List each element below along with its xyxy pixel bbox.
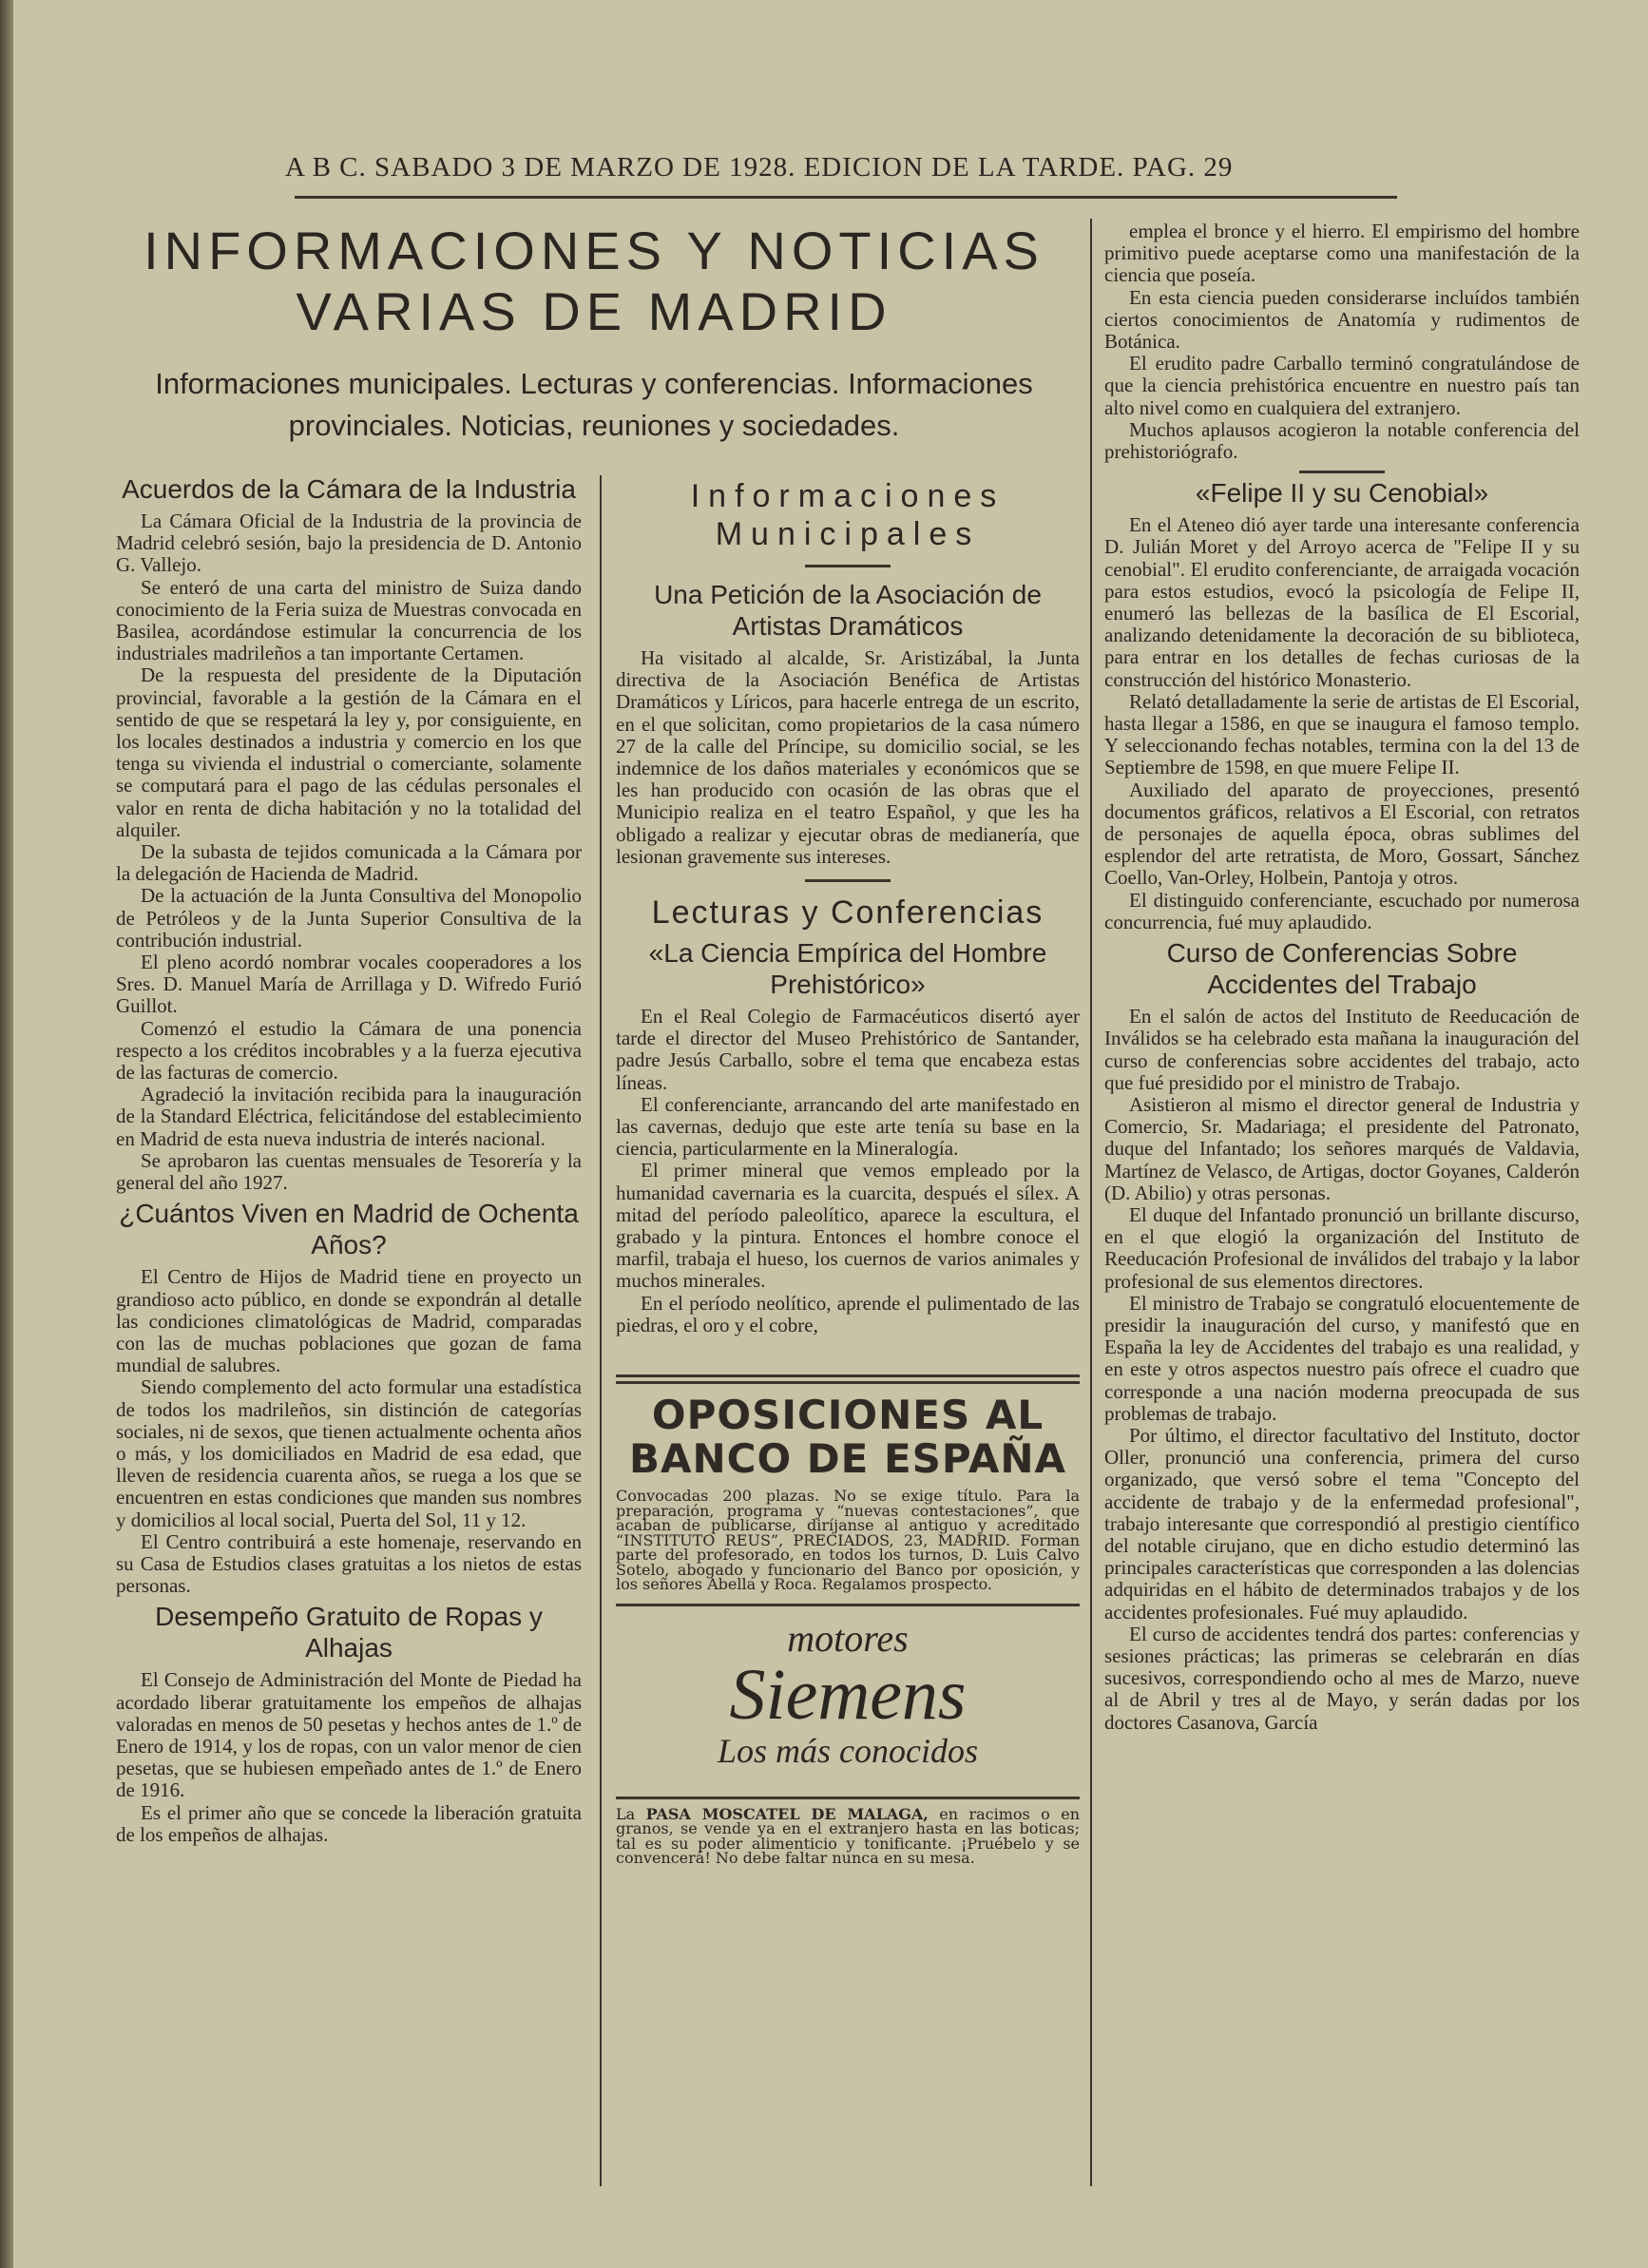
column-1 <box>116 470 582 1846</box>
paragraph: De la subasta de tejidos comunicada a la Cámara por la delegación de Hacienda de Madrid. <box>116 840 582 886</box>
page-edge <box>0 0 13 2268</box>
paragraph: El distinguido conferenciante, escuchado por numerosa concurrencia, fué muy aplaudido. <box>1104 888 1580 933</box>
ad-siemens <box>616 1604 1080 1789</box>
page-title <box>105 221 1083 342</box>
paragraph: Relató detalladamente la serie de artistas de El Escorial, hasta llegar a 1586, en que se inaugura el famoso templo. Y seleccionando fechas notables, termina con la del 13 de Septiembre de 1598, en que muere Felipe II. <box>1104 689 1580 779</box>
article-body <box>116 1266 582 1597</box>
ad-pasa-moscatel <box>616 1797 1080 1866</box>
article-heading: «Felipe II y su Cenobial» <box>1195 478 1489 509</box>
ad-product: PASA MOSCATEL DE MALAGA, <box>645 1804 929 1823</box>
column-divider <box>600 475 602 2186</box>
article-body <box>1104 221 1580 463</box>
title-line-2: VARIAS DE MADRID <box>296 281 892 341</box>
article-felipe-ii <box>1104 477 1580 933</box>
paragraph: En el salón de actos del Instituto de Reeducación de Inválidos se ha celebrado esta mañana la inauguración del curso de conferencias sobre accidentes del trabajo, acto que fué presidido por el ministro de Trabajo. <box>1104 1005 1580 1094</box>
paragraph: Asistieron al mismo el director general de Industria y Comercio, Sr. Madariaga; el presidente del Patronato, duque del Infantado; los señores marqués de Valdavia, Martínez de Velasco, de Artigas, doctor Goyanes, Calderón (D. Abilio) y otras personas. <box>1104 1092 1580 1204</box>
header-rule <box>295 196 1397 199</box>
ad-banco-espana <box>616 1374 1080 1592</box>
article-body <box>616 647 1080 868</box>
article-peticion-artistas <box>616 579 1080 868</box>
article-body <box>116 1669 582 1846</box>
ornament-rule <box>805 879 891 882</box>
paragraph: Se enteró de una carta del ministro de Suiza dando conocimiento de la Feria suiza de Muestras convocada en Basilea, acordándose estimular la concurrencia de los industriales madrileños a tan importante Certamen. <box>116 575 582 665</box>
ornament-rule <box>1299 471 1385 473</box>
article-heading: Acuerdos de la Cámara de la Industria <box>122 474 576 504</box>
ad-siemens-tagline: Los más conocidos <box>717 1731 978 1770</box>
paragraph: Se aprobaron las cuentas mensuales de Tesorería y la general del año 1927. <box>116 1148 582 1195</box>
column-3 <box>1104 221 1580 1734</box>
article-acuerdos-camara <box>116 473 582 1194</box>
paragraph: El curso de accidentes tendrá dos partes: conferencias y sesiones prácticas; las primeras se celebrarán en días sucesivos, correspondiendo ocho al mes de Marzo, nueve al de Abril y tres al de Mayo, y serán dadas por los doctores Casanova, García <box>1104 1622 1580 1734</box>
paragraph: Ha visitado al alcalde, Sr. Aristizábal, la Junta directiva de la Asociación Benéfica de Artistas Dramáticos y Líricos, para hacerle entrega de un escrito, en el que solicitan, como propietarios de la casa número 27 de la calle del Príncipe, su domicilio social, se les indemnice de los daños materiales y económicos que se les han producido con ocasión de las obras que el Municipio realiza en el teatro Español, y que les ha obligado a realizar y ejecutar obras de medianería, que lesionan gravemente sus intereses. <box>616 646 1080 868</box>
paragraph: En el Real Colegio de Farmacéuticos disertó ayer tarde el director del Museo Prehistórico de Santander, padre Jesús Carballo, sobre el tema que encabeza estas líneas. <box>616 1005 1080 1094</box>
paragraph: Agradeció la invitación recibida para la inauguración de la Standard Eléctrica, felicitándose del establecimiento en Madrid de esta nueva industria de interés nacional. <box>116 1083 582 1150</box>
title-line-1: INFORMACIONES Y NOTICIAS <box>144 221 1044 280</box>
ad-lead: La <box>616 1804 636 1823</box>
ornament-rule <box>805 565 891 567</box>
section-heading-municipales: Informaciones Municipales <box>690 478 1006 552</box>
article-ciencia-empirica <box>616 937 1080 1336</box>
article-heading: Curso de Conferencias Sobre Accidentes del Trabajo <box>1166 938 1518 1000</box>
paragraph: El ministro de Trabajo se congratuló elocuentemente de presidir la inauguración del curso, y manifestó que en España la ley de Accidentes del trabajo es una realidad, y en este y otros aspectos nuestro país ofrece el cuadro que corresponde a una nación moderna preocupada de sus problemas de trabajo. <box>1104 1291 1580 1425</box>
article-octogenarios <box>116 1198 582 1597</box>
article-heading: Desempeño Gratuito de Ropas y Alhajas <box>155 1602 543 1663</box>
section-heading-lecturas: Lecturas y Conferencias <box>651 894 1044 932</box>
article-accidentes-trabajo <box>1104 937 1580 1734</box>
paragraph: El Consejo de Administración del Monte de Piedad ha acordado liberar gratuitamente los empeños de alhajas valoradas en menos de 50 pesetas y hechos antes de 1.º de Enero de 1914, y los de ropas, con un valor menor de cien pesetas, que se hubiesen empeñado antes de 1.º de Enero de 1916. <box>116 1668 582 1802</box>
paragraph: El conferenciante, arrancando del arte manifestado en las cavernas, dedujo que este arte tenía su base en la ciencia, particularmente en la Mineralogía. <box>616 1092 1080 1161</box>
article-body <box>1104 1006 1580 1734</box>
paragraph: Siendo complemento del acto formular una estadística de todos los madrileños, sin distinción de categorías sociales, ni de sexos, que tienen actualmente ochenta años o más, y los domiciliados en Madrid de esa edad, que lleven de residencia cuarenta años, se ruega a los que se encuentren en estas condiciones que manden sus nombres y domicilios al local social, Puerta del Sol, 11 y 12. <box>116 1375 582 1531</box>
article-ciencia-continuation <box>1104 221 1580 463</box>
paragraph: El duque del Infantado pronunció un brillante discurso, en el que elogió la organización del Instituto de Reeducación Profesional de inválidos del trabajo y la labor profesional de sus elementos directores. <box>1104 1202 1580 1293</box>
paragraph: La Cámara Oficial de la Industria de la provincia de Madrid celebró sesión, bajo la presidencia de D. Antonio G. Vallejo. <box>116 509 582 577</box>
paragraph: Auxiliado del aparato de proyecciones, presentó documentos gráficos, relativos a El Escorial, con retratos de personajes de aquella época, obras sublimes del esplendor del arte retratista, de Moro, Gossart, Sánchez Coello, Van-Orley, Holbein, Pantoja y otros. <box>1104 778 1580 890</box>
paragraph: Muchos aplausos acogieron la notable conferencia del prehistoriógrafo. <box>1104 417 1580 464</box>
paragraph: De la respuesta del presidente de la Diputación provincial, favorable a la gestión de la Cámara en el sentido de que se respetará la ley y, por consiguiente, en los locales destinados a industria y comercio en los que tenga su vivienda el industrial o comerciante, solamente se computará para el pago de las cédulas personales el valor en renta de dicha habitación y no la totalidad del alquiler. <box>116 663 582 841</box>
article-body <box>616 1006 1080 1336</box>
paragraph: El Centro de Hijos de Madrid tiene en proyecto un grandioso acto público, en donde se expondrán al detalle las condiciones climatológicas de Madrid, comparadas con las de muchas poblaciones que gozan de fama mundial de salubres. <box>116 1265 582 1377</box>
paragraph: Por último, el director facultativo del Instituto, doctor Oller, pronunció una conferencia, primera del curso organizado, que versó sobre el tema "Concepto del accidente de trabajo y de la enfermedad profesional", trabajo interesante que correspondió al prestigio científico del notable cirujano, que en dicho estudio determinó las principales características que corresponden a las dolencias adquiridas en el hábito de determinados trabajos y de los accidentes profesionales. Fué muy aplaudido. <box>1104 1423 1580 1624</box>
column-2 <box>616 470 1080 1866</box>
ad-text: Convocadas 200 plazas. No se exige título. Para la preparación, programa y “nuevas contestaciones”, que acaban de publicarse, diríjanse al antiguo y acreditado “INSTITUTO REUS”, PRECIADOS, 23, MADRID. Forman parte del profesorado, en todos los turnos, D. Luis Calvo Sotelo, abogado y funcionario del Banco por oposición, y los señores Abella y Roca. Regalamos prospecto. <box>616 1487 1080 1594</box>
page-header: A B C. SABADO 3 DE MARZO DE 1928. EDICION DE LA TARDE. PAG. 29 <box>285 152 1234 183</box>
ad-siemens-logo: Siemens <box>729 1654 967 1735</box>
article-body <box>1104 514 1580 933</box>
paragraph: El Centro contribuirá a este homenaje, reservando en su Casa de Estudios clases gratuitas a los nietos de estas personas. <box>116 1529 582 1598</box>
paragraph: De la actuación de la Junta Consultiva del Monopolio de Petróleos y de la Junta Superior Consultiva de la contribución industrial. <box>116 884 582 951</box>
paragraph: Es el primer año que se concede la liberación gratuita de los empeños de alhajas. <box>116 1800 582 1846</box>
paragraph: En el Ateneo dió ayer tarde una interesante conferencia D. Julián Moret y del Arroyo acerca de "Felipe II y su cenobial". El erudito conferenciante, de arraigada vocación para estos estudios, evocó la psicología de Felipe II, enumeró las bellezas de la basílica de El Escorial, analizando detenidamente la decoración de su biblioteca, para entrar en los detalles de fechas curiosas de la construcción del histórico Monasterio. <box>1104 513 1580 691</box>
paragraph: En el período neolítico, aprende el pulimentado de las piedras, el oro y el cobre, <box>616 1291 1080 1336</box>
article-desempeno <box>116 1601 582 1846</box>
paragraph: El primer mineral que vemos empleado por la humanidad cavernaria es la cuarcita, después el sílex. A mitad del período paleolítico, aparece la escultura, el grabado y la pintura. Entonces el hombre conoce el marfil, trabaja el hueso, los cuernos de varios animales y muchos minerales. <box>616 1159 1080 1293</box>
ad-siemens-motores: motores <box>787 1616 909 1660</box>
paragraph: En esta ciencia pueden considerarse incluídos también ciertos conocimientos de Anatomía y rudimentos de Botánica. <box>1104 285 1580 354</box>
ad-title: OPOSICIONES AL BANCO DE ESPAÑA <box>628 1392 1067 1483</box>
paragraph: Comenzó el estudio la Cámara de una ponencia respecto a los créditos incobrables y a la fuerza ejecutiva de las facturas de comercio. <box>116 1016 582 1085</box>
ad-text: en racimos o en granos, se vende ya en el extranjero hasta en las boticas; tal es su poder alimenticio y tonificante. ¡Pruébelo y se convencerá! No debe faltar nunca en su mesa. <box>616 1804 1080 1868</box>
article-heading: «La Ciencia Empírica del Hombre Prehistórico» <box>648 938 1047 1000</box>
column-divider <box>1090 219 1092 2186</box>
paragraph: El erudito padre Carballo terminó congratulándose de que la ciencia prehistórica encuentre en nuestro país tan alto nivel como en cualquiera del extranjero. <box>1104 352 1580 419</box>
paragraph: emplea el bronce y el hierro. El empirismo del hombre primitivo puede aceptarse como una manifestación de la ciencia que poseía. <box>1104 220 1580 287</box>
article-heading: ¿Cuántos Viven en Madrid de Ochenta Años? <box>119 1199 579 1260</box>
page-subtitle: Informaciones municipales. Lecturas y conferencias. Informaciones provinciales. Noticias, reuniones y sociedades. <box>155 367 1033 442</box>
paragraph: El pleno acordó nombrar vocales cooperadores a los Sres. D. Manuel María de Arrillaga y D. Wifredo Furió Guillot. <box>116 951 582 1018</box>
article-heading: Una Petición de la Asociación de Artistas Dramáticos <box>654 580 1042 641</box>
article-body <box>116 510 582 1194</box>
